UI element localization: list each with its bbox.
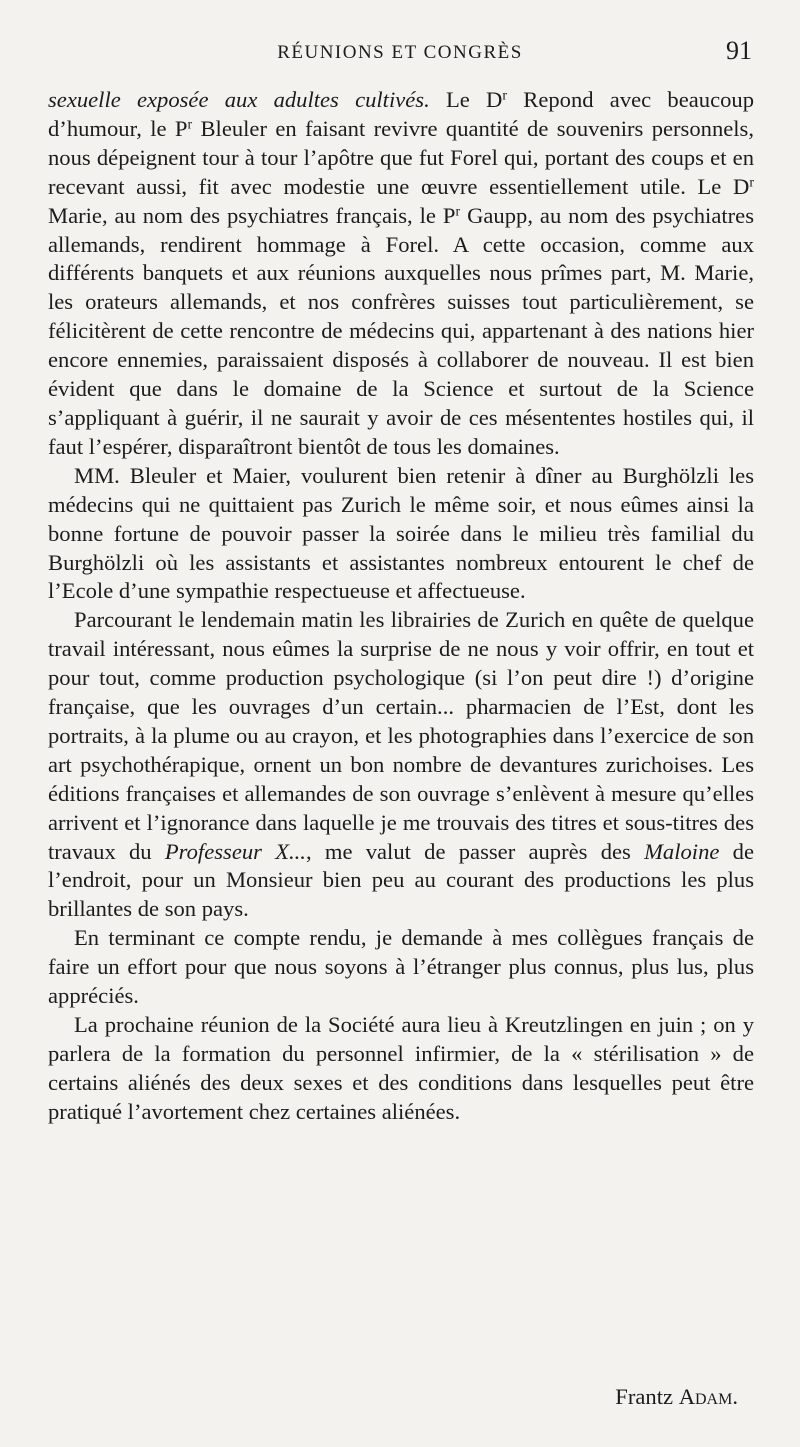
text-run: , me valut de passer auprès des (305, 838, 645, 864)
text-run: Marie, au nom des psychiatres français, le P (48, 202, 456, 228)
paragraph-p1 (48, 86, 754, 462)
italic-text: sexuelle exposée aux adultes cultivés. (48, 87, 430, 112)
superscript-text: r (749, 175, 754, 191)
text-run: Parcourant le lendemain matin les librairies de Zurich en quête de quelque travail intéressant, nous eûmes la surprise de ne nous y voir offrir, en tout et pour tout, comme production psychologique (si l’on peut dire !) d’origine française, que les ouvrages d’un certain... pharmacien de l’Est, dont les portraits, à la plume ou au crayon, et les photographies dans l’exercice de son art psychothérapique, ornent un bon nombre de devantures zurichoises. Les éditions françaises et allemandes de son ouvrage s’enlèvent à mesure qu’elles arrivent et l’ignorance dans laquelle je me trouvais des titres et sous-titres des travaux du (48, 607, 754, 864)
paragraph-p2 (48, 462, 754, 607)
article-body (48, 86, 754, 1127)
page-header (48, 36, 752, 72)
superscript-text: r (502, 88, 508, 104)
text-run: Repond avec beaucoup d’humour, le P (48, 87, 754, 141)
author-last-name: Adam. (678, 1384, 738, 1409)
superscript-text: r (455, 203, 461, 219)
text-run: En terminant ce compte rendu, je demande à mes collègues français de faire un effort pour que nous soyons à l’étranger plus connus, plus lus, plus appréciés. (48, 925, 754, 1009)
italic-text: Professeur X... (164, 838, 306, 864)
text-run: La prochaine réunion de la Société aura lieu à Kreutzlingen en juin ; on y parlera de la formation du personnel infirmier, de la « stérilisation » de certains aliénés des deux sexes et des conditions dans lesquelles peut être pratiqué l’avortement chez certaines aliénées. (48, 1012, 754, 1124)
text-run: Gaupp, au nom des psychiatres allemands, rendirent hommage à Forel. A cette occasion, comme aux différents banquets et aux réunions auxquelles nous prîmes part, M. Marie, les orateurs allemands, et nos confrères suisses tout particulièrement, se félicitèrent de cette rencontre de médecins qui, appartenant à des nations hier encore ennemies, paraissaient disposés à collaborer de nouveau. Il est bien évident que dans le domaine de la Science et surtout de la Science s’appliquant à guérir, il ne saurait y avoir de ces mésententes hostiles qui, il faut l’espérer, disparaîtront bientôt de tous les domaines. (48, 202, 754, 459)
text-run: Le D (429, 87, 503, 112)
running-title: RÉUNIONS ET CONGRÈS (277, 42, 523, 63)
page-number: 91 (726, 36, 752, 65)
text-run: MM. Bleuler et Maier, voulurent bien retenir à dîner au Burghölzli les médecins qui ne quittaient pas Zurich le même soir, et nous eûmes ainsi la bonne fortune de pouvoir passer la soirée dans le milieu très familial du Burghölzli où les assistants et assistantes nombreux entourent le chef de l’Ecole d’une sympathie respectueuse et affectueuse. (48, 462, 754, 604)
paragraph-p4 (48, 924, 754, 1011)
text-run: Bleuler en faisant revivre quantité de souvenirs personnels, nous dépeignent tour à tour l’apôtre que fut Forel qui, portant des coups et en recevant aussi, fit avec modestie une œuvre essentiellement utile. Le D (48, 115, 754, 199)
superscript-text: r (187, 117, 193, 133)
paragraph-p3 (48, 606, 754, 924)
paragraph-p5 (48, 1011, 754, 1127)
author-signature (615, 1384, 738, 1410)
italic-text: Maloine (644, 838, 720, 864)
author-first-name: Frantz (615, 1384, 674, 1409)
text-run: de l’endroit, pour un Monsieur bien peu au courant des productions les plus brillantes de son pays. (48, 838, 754, 922)
